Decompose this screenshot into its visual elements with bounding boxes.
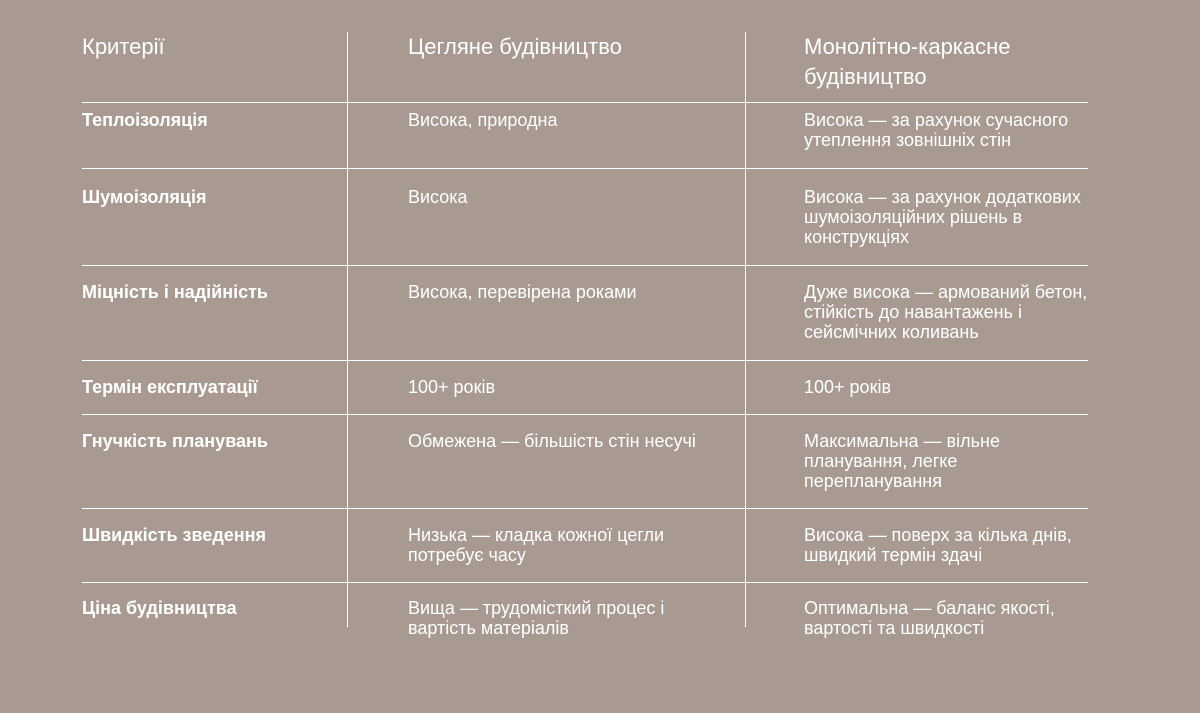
table-row <box>82 583 1088 713</box>
table-row <box>82 509 1088 583</box>
table-row <box>82 415 1088 509</box>
row-criterion: Термін експлуатації <box>82 377 258 397</box>
row-monolith-value: Висока — за рахунок сучасного утеплення зовнішніх стін <box>745 103 1088 168</box>
row-criterion: Шумоізоляція <box>82 187 207 207</box>
row-monolith-value: Максимальна — вільне планування, легке перепланування <box>745 415 1088 508</box>
row-brick-value: Висока, перевірена роками <box>347 266 745 360</box>
row-monolith-value: Висока — поверх за кілька днів, швидкий термін здачі <box>745 509 1088 582</box>
table-row <box>82 169 1088 266</box>
row-criterion: Швидкість зведення <box>82 525 267 545</box>
row-monolith-value: Оптимальна — баланс якості, вартості та швидкості <box>745 583 1088 627</box>
header-brick: Цегляне будівництво <box>347 32 745 102</box>
row-criterion: Гнучкість планувань <box>82 431 268 451</box>
row-brick-value: Вища — трудомісткий процес і вартість матеріалів <box>347 583 745 627</box>
header-monolith: Монолітно-каркасне будівництво <box>745 32 1088 102</box>
row-brick-value: Висока <box>347 169 745 265</box>
row-brick-value: Обмежена — більшість стін несучі <box>347 415 745 508</box>
row-criterion: Ціна будівництва <box>82 598 237 618</box>
row-brick-value: 100+ років <box>347 361 745 414</box>
row-monolith-value: 100+ років <box>745 361 1088 414</box>
row-criterion: Міцність і надійність <box>82 282 268 302</box>
table-header-row <box>82 32 1088 103</box>
row-brick-value: Висока, природна <box>347 103 745 168</box>
row-criterion: Теплоізоляція <box>82 110 208 130</box>
table-row <box>82 103 1088 169</box>
row-brick-value: Низька — кладка кожної цегли потребує часу <box>347 509 745 582</box>
header-criteria: Критерії <box>82 34 165 59</box>
table-row <box>82 266 1088 361</box>
table-row <box>82 361 1088 415</box>
row-monolith-value: Висока — за рахунок додаткових шумоізоляційних рішень в конструкціях <box>745 169 1088 265</box>
comparison-table <box>82 32 1088 713</box>
row-monolith-value: Дуже висока — армований бетон, стійкість до навантажень і сейсмічних коливань <box>745 266 1088 360</box>
